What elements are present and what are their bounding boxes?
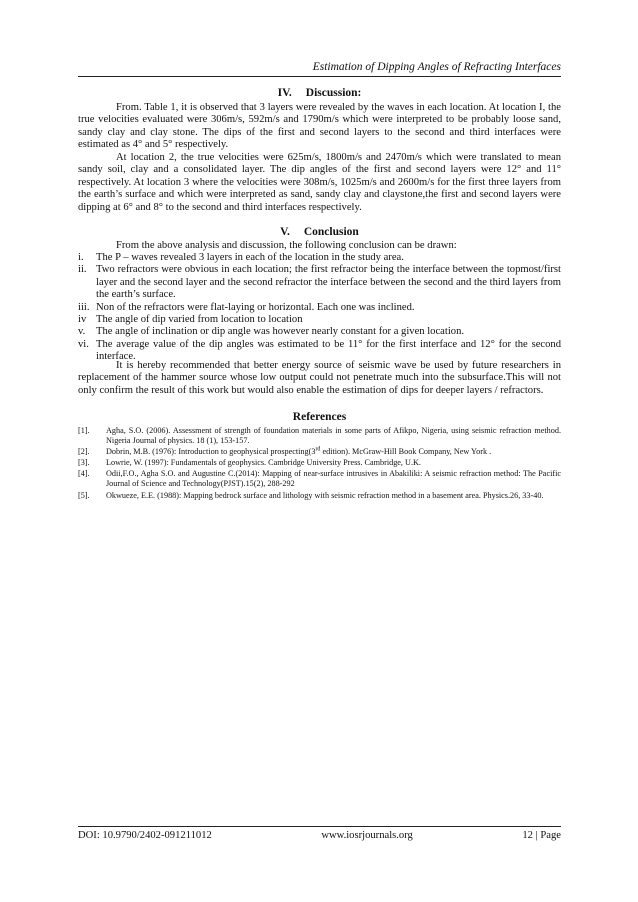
reference-item	[78, 469, 561, 489]
references-title: References	[292, 411, 347, 423]
reference-item	[78, 447, 561, 457]
list-item-text: The average value of the dip angles was estimated to be 11° for the first interface and 12° for the second interface.	[96, 338, 561, 363]
reference-item	[78, 426, 561, 446]
conclusion-heading	[78, 226, 561, 238]
list-item-text: The angle of inclination or dip angle was however nearly constant for a given location.	[96, 326, 465, 338]
list-item	[78, 302, 561, 314]
list-item	[78, 326, 561, 338]
reference-text: Odii,F.O., Agha S.O. and Augustine C.(2014): Mapping of near-surface intrusives in Abakiliki: A seismic refraction method: The Pacific Journal of Science and Technology(PJST).15(2), 288-292	[106, 469, 561, 489]
reference-marker: [3].	[78, 458, 90, 468]
reference-superscript: rd	[315, 446, 321, 453]
reference-marker: [2].	[78, 447, 90, 457]
list-item	[78, 314, 561, 326]
reference-marker: [4].	[78, 469, 90, 479]
running-header: Estimation of Dipping Angles of Refracting Interfaces	[78, 61, 561, 77]
references-heading	[78, 411, 561, 423]
reference-item	[78, 458, 561, 468]
list-item	[78, 252, 561, 264]
page-footer	[78, 826, 561, 841]
list-item-text: The P – waves revealed 3 layers in each of the location in the study area.	[96, 252, 404, 263]
conclusion-list	[78, 252, 561, 364]
references-list	[78, 426, 561, 502]
discussion-heading	[78, 87, 561, 99]
list-marker: iii.	[78, 301, 90, 313]
footer-journal-url: www.iosrjournals.org	[321, 830, 413, 841]
conclusion-number: V.	[280, 226, 290, 238]
discussion-paragraph-1: From. Table 1, it is observed that 3 layers were revealed by the waves in each location. At location I, the true velocities evaluated were 306m/s, 592m/s and 1790m/s which were interpreted to be probably loose sand, sandy clay and clay stone. The dips of the first and second layers to the second and third interfaces were estimated as 4° and 5° respectively.	[78, 102, 561, 151]
list-marker: i.	[78, 252, 84, 263]
conclusion-title: Conclusion	[303, 226, 359, 238]
discussion-paragraph-2: At location 2, the true velocities were 625m/s, 1800m/s and 2470m/s which were translated to mean sandy soil, clay and a consolidated layer. The dip angles of the first and second layers were 12° and 11° respectively. At location 3 where the velocities were 308m/s, 1025m/s and 2600m/s for the first three layers from the earth’s surface and which were interpreted as sand, sandy clay and claystone,the first and second layers were dipping at 6° and 8° to the second and third interfaces respectively.	[78, 152, 561, 213]
reference-marker: [1].	[78, 426, 90, 435]
reference-text-after-sup: edition). McGraw-Hill Book Company, New York .	[320, 447, 492, 457]
list-marker: v.	[78, 326, 86, 338]
list-item	[78, 264, 561, 301]
list-marker: ii.	[78, 264, 87, 276]
list-marker: vi.	[78, 338, 89, 350]
reference-marker: [5].	[78, 490, 90, 500]
footer-doi: DOI: 10.9790/2402-091211012	[78, 830, 212, 841]
list-item-text: Non of the refractors were flat-laying or horizontal. Each one was inclined.	[96, 301, 415, 313]
conclusion-intro: From the above analysis and discussion, the following conclusion can be drawn:	[116, 240, 457, 251]
list-item-text: The angle of dip varied from location to location	[96, 314, 303, 326]
reference-text: Lowrie, W. (1997): Fundamentals of geophysics. Cambridge University Press. Cambridge, U.K.	[106, 458, 421, 468]
list-marker: iv	[78, 314, 87, 326]
footer-page-number: 12 | Page	[522, 830, 561, 841]
list-item-text: Two refractors were obvious in each location; the first refractor being the interface between the topmost/first layer and the second layer and the second refractor the interface between the second and the third layers from the earth’s surface.	[96, 264, 561, 301]
reference-text: Okwueze, E.E. (1988): Mapping bedrock surface and lithology with seismic refraction method in a basement area. Physics.26, 33-40.	[106, 490, 544, 500]
discussion-title: Discussion:	[305, 87, 362, 99]
reference-item	[78, 491, 561, 501]
discussion-number: IV.	[277, 87, 292, 99]
conclusion-recommendation: It is hereby recommended that better energy source of seismic wave be used by future researchers in replacement of the hammer source whose low output could not penetrate much into the subsurface.This will not only confirm the result of this work but would also enable the estimation of dips for deeper layers / refractors.	[78, 360, 561, 396]
reference-text: Agha, S.O. (2006). Assessment of strength of foundation materials in some parts of Afikpo, Nigeria, using seismic refraction method. Nigeria Journal of physics. 18 (1), 153-157.	[106, 426, 561, 446]
reference-text-before-sup: Dobrin, M.B. (1976): Introduction to geophysical prospecting(3	[106, 447, 316, 457]
